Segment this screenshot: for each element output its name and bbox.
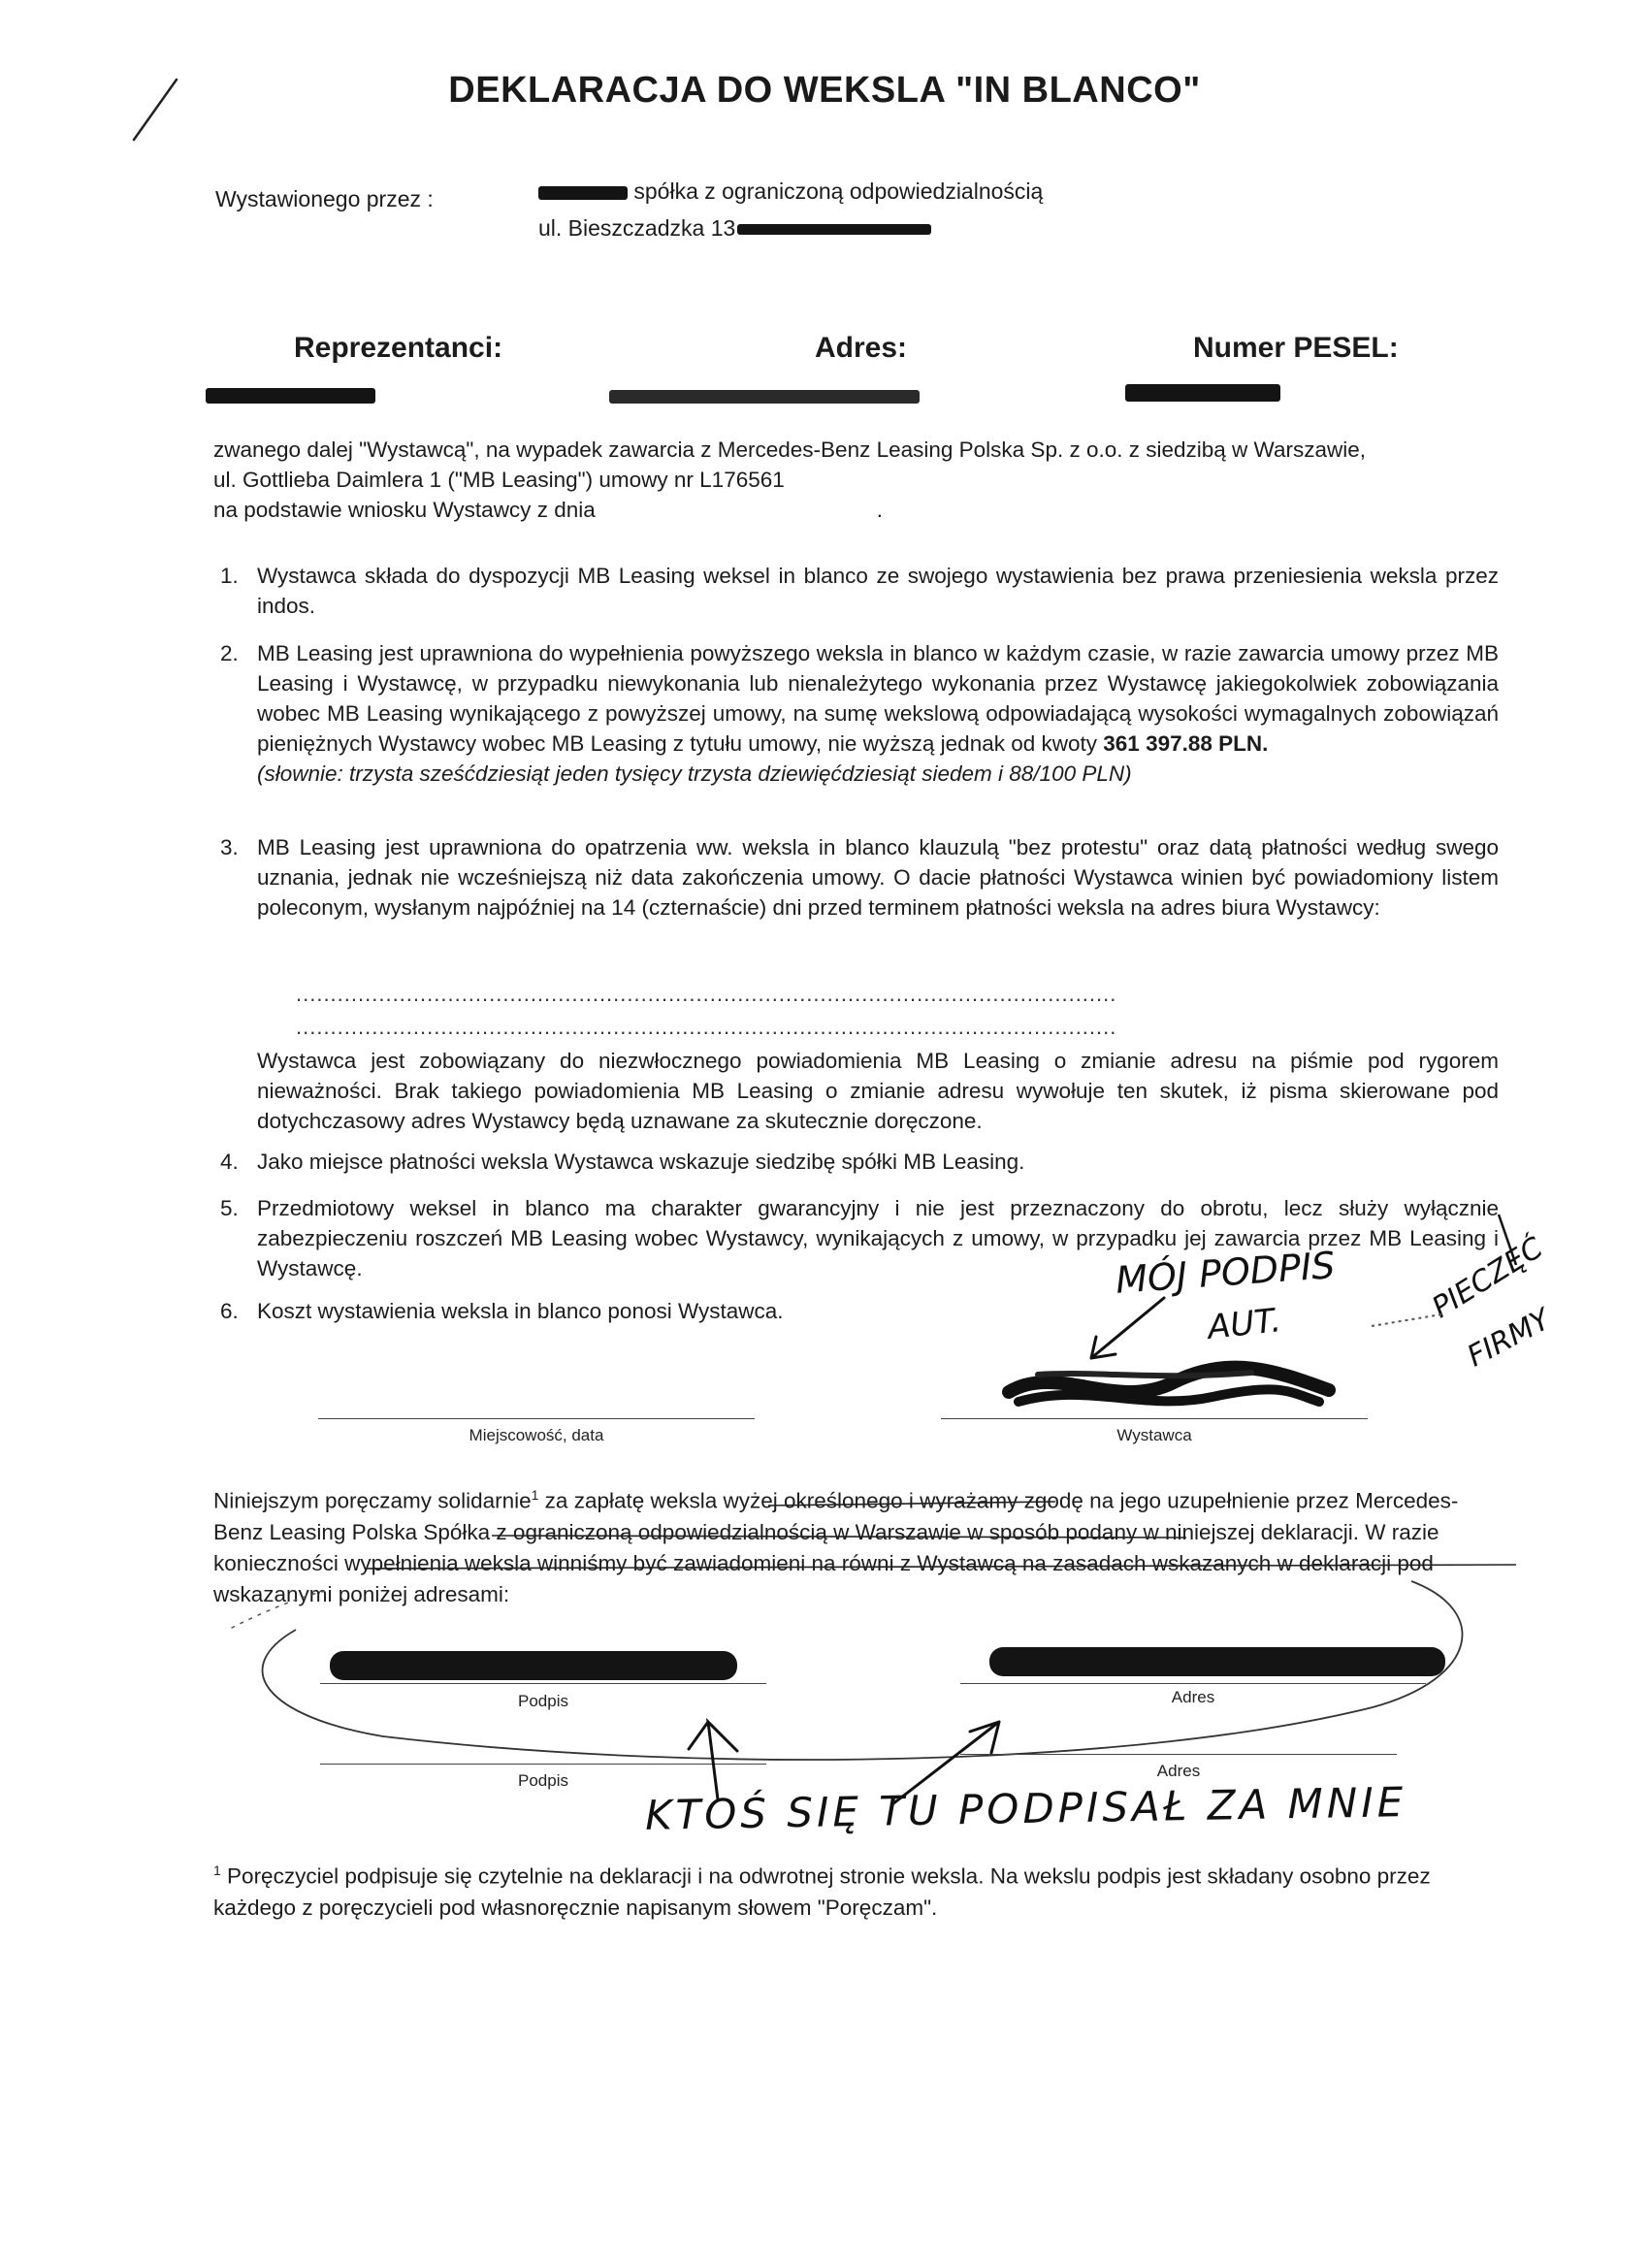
- clause-3-number: 3.: [220, 835, 239, 859]
- issuer-street-line: [538, 213, 931, 243]
- address-header: Adres:: [815, 332, 908, 364]
- handwritten-arrow-icon: [1077, 1290, 1174, 1368]
- handwritten-someone-signed-note: KTOŚ SIĘ TU PODPISAŁ ZA MNIE: [644, 1778, 1407, 1839]
- redacted-rep-address: [609, 390, 920, 404]
- footnote-marker: 1: [213, 1863, 221, 1878]
- issuer-caption: Wystawca: [1116, 1426, 1192, 1444]
- address-dotted-line-1: .......................................................................................................................: [296, 982, 1117, 1006]
- guarantee-text-b: za zapłatę weksla wyżej określonego i wyrażamy zgodę na jego uzupełnienie przez Mercedes-Benz Leasing Polska Spółka z ograniczoną odpowiedzialnością w Warszawie w sposób podany w niniejszej deklaracji. W razie konieczności wypełnienia weksla winniśmy być zawiadomieni na równi z Wystawcą na zasadach wskazanych w deklaracji pod wskazanymi poniżej adresami:: [213, 1488, 1459, 1606]
- guarantor-signature-caption-2: Podpis: [518, 1771, 568, 1790]
- guarantor-address-caption-1: Adres: [1171, 1688, 1215, 1706]
- intro-paragraph: [213, 435, 1504, 525]
- clause-4-text: Jako miejsce płatności weksla Wystawca wskazuje siedzibę spółki MB Leasing.: [257, 1150, 1025, 1174]
- guarantor-signature-caption-1: Podpis: [518, 1692, 568, 1710]
- guarantee-text-a: Niniejszym poręczamy solidarnie: [213, 1488, 532, 1513]
- clause-3-text: MB Leasing jest uprawniona do opatrzenia ww. weksla in blanco klauzulą "bez protestu" oraz datą płatności według swego uznania, jednak nie wcześniejszą niż data zakończenia umowy. O dacie płatności Wystawca winien być powiadomiony listem poleconym, wysłanym najpóźniej na 14 (czternaście) dni przed terminem płatności weksla na adres biura Wystawcy:: [257, 835, 1499, 920]
- clause-3: [220, 832, 1499, 923]
- issuer-street: ul. Bieszczadzka 13: [538, 215, 736, 241]
- redacted-representative: [206, 388, 375, 404]
- clause-5-number: 5.: [220, 1196, 239, 1220]
- clause-5-text: Przedmiotowy weksel in blanco ma charakter gwarancyjny i nie jest przeznaczony do obrotu, lecz służy wyłącznie zabezpieczeniu roszczeń MB Leasing wobec Wystawcy, wynikających z umowy, w przypadku jej zawarcia przez MB Leasing i Wystawcę.: [257, 1196, 1499, 1280]
- document-title: DEKLARACJA DO WEKSLA "IN BLANCO": [448, 70, 1201, 111]
- representatives-header: Reprezentanci:: [294, 332, 503, 364]
- redacted-guarantor-signature-1: [330, 1651, 737, 1680]
- clause-2: [220, 638, 1499, 789]
- handwritten-tick-icon: [1489, 1211, 1528, 1269]
- strike-through-1: [766, 1494, 1057, 1513]
- clause-4: [220, 1147, 1499, 1177]
- footnote-text: Poręczyciel podpisuje się czytelnie na deklaracji i na odwrotnej stronie weksla. Na wekslu podpis jest składany osobno przez każdego z poręczycieli pod własnoręcznie napisanym słowem "Poręczam".: [213, 1863, 1431, 1920]
- handwritten-stamp-word-2: FIRMY: [1462, 1302, 1557, 1375]
- guarantor-address-line-1: [960, 1683, 1426, 1684]
- place-date-line: [318, 1418, 755, 1419]
- issuer-company-line: [538, 177, 1043, 206]
- guarantee-footnote-ref: 1: [531, 1487, 539, 1503]
- address-dotted-line-2: .......................................................................................................................: [296, 1015, 1117, 1039]
- clause-1-text: Wystawca składa do dyspozycji MB Leasing weksel in blanco ze swojego wystawienia bez prawa przeniesienia weksla przez indos.: [257, 564, 1499, 618]
- pesel-header: Numer PESEL:: [1193, 332, 1399, 364]
- issuer-company: spółka z ograniczoną odpowiedzialnością: [633, 178, 1044, 204]
- handwritten-aut: AUT.: [1206, 1301, 1283, 1347]
- clause-1-number: 1.: [220, 564, 239, 588]
- clause-4-number: 4.: [220, 1150, 239, 1174]
- clause-2-number: 2.: [220, 641, 239, 665]
- clause-2-text: MB Leasing jest uprawniona do wypełnienia powyższego weksla in blanco w każdym czasie, w razie zawarcia umowy przez MB Leasing i Wystawcę, w przypadku niewykonania lub nienależytego wykonania przez Wystawcę jakiegokolwiek zobowiązania wobec MB Leasing wynikającego z powyższej umowy, na sumę wekslową odpowiadającą wysokości wymagalnych zobowiązań pieniężnych Wystawcy wobec MB Leasing z tytułu umowy, nie wyższą jednak od kwoty: [257, 641, 1499, 756]
- clause-6: [220, 1296, 936, 1326]
- intro-line-1: zwanego dalej "Wystawcą", na wypadek zawarcia z Mercedes-Benz Leasing Polska Sp. z o.o. z siedzibą w Warszawie,: [213, 437, 1366, 462]
- redacted-guarantor-address-1: [989, 1647, 1445, 1676]
- intro-line-2: ul. Gottlieba Daimlera 1 ("MB Leasing") umowy nr L176561: [213, 468, 785, 492]
- place-date-caption: Miejscowość, data: [469, 1426, 604, 1444]
- clause-6-text: Koszt wystawienia weksla in blanco ponosi Wystawca.: [257, 1299, 784, 1323]
- intro-line-3-dot: .: [876, 498, 883, 522]
- guarantor-signature-line-1: [320, 1683, 766, 1684]
- clause-2-amount-words: (słownie: trzysta sześćdziesiąt jeden tysięcy trzysta dziewięćdziesiąt siedem i 88/100 PLN): [257, 761, 1132, 786]
- guarantor-address-caption-2: Adres: [1156, 1762, 1201, 1780]
- clause-1: [220, 561, 1499, 621]
- handwritten-stamp-word-1: PIECZĘĆ: [1426, 1230, 1549, 1326]
- footnote: [213, 1855, 1504, 1924]
- clause-6-number: 6.: [220, 1299, 239, 1323]
- redacted-street-city: [737, 224, 931, 235]
- intro-line-3: [213, 495, 1504, 525]
- intro-line-3-text: na podstawie wniosku Wystawcy z dnia: [213, 498, 596, 522]
- strike-through-2: [490, 1526, 1188, 1545]
- issuer-label: Wystawionego przez :: [215, 186, 434, 211]
- clause-2-amount: 361 397.88 PLN.: [1103, 731, 1269, 756]
- redacted-company-name: [538, 186, 628, 200]
- handwritten-dotted-connector: [1368, 1305, 1445, 1334]
- clause-3-notice: Wystawca jest zobowiązany do niezwłocznego powiadomienia MB Leasing o zmianie adresu na piśmie pod rygorem nieważności. Brak takiego powiadomienia MB Leasing o zmianie adresu wywołuje ten skutek, iż pisma skierowane pod dotychczasowy adres Wystawcy będą uznawane za skutecznie doręczone.: [257, 1049, 1499, 1133]
- handwritten-my-signature: MÓJ PODPIS: [1114, 1244, 1337, 1302]
- redacted-pesel: [1125, 384, 1280, 402]
